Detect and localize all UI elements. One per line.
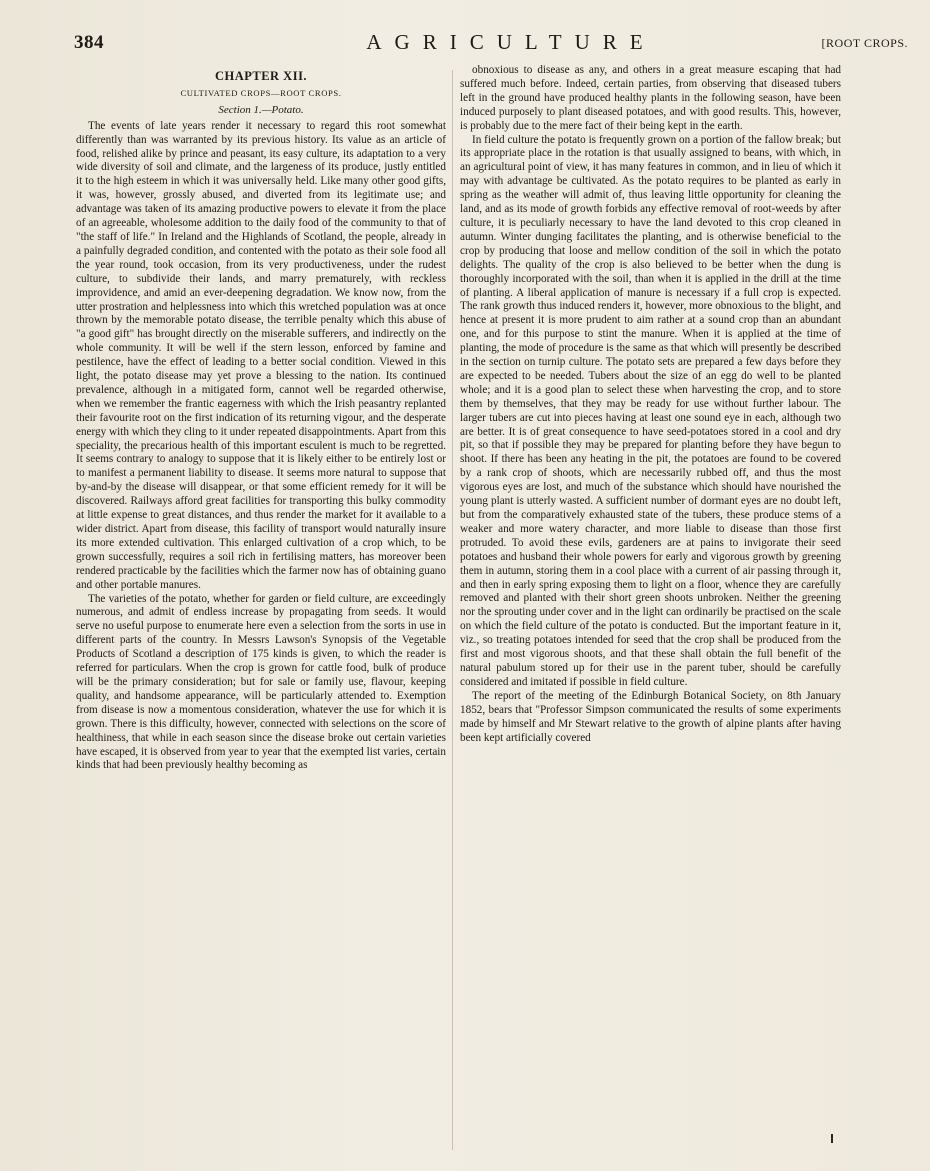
chapter-subtitle: CULTIVATED CROPS—ROOT CROPS.	[180, 87, 342, 98]
chapter-title: CHAPTER XII.	[214, 69, 308, 83]
paragraph: obnoxious to disease as any, and others in a great measure escaping that had suffered much before. Indeed, certain parties, from observing that diseased tubers left in the ground have produced healthy plants in the following season, have been induced purposely to plant diseased potatoes, and with good results. This, however, is probably due to the mere fact of their being kept in the earth.	[460, 64, 841, 132]
section-heading: Section 1.—Potato.	[218, 103, 304, 116]
right-column	[460, 64, 841, 745]
left-column	[76, 64, 446, 773]
paragraph: In field culture the potato is frequently grown on a portion of the fallow break; but its appropriate place in the rotation is that usually assigned to beans, with which, in an agricultural point of view, it has many features in common, and in lieu of which it may with advantage be cultivated. As the potato requires to be planted as early in spring as the weather will admit of, thus leaving little opportunity for cleaning the land, and as its mode of growth forbids any effective removal of root-weeds by after culture, it is peculiarly necessary to have the land devoted to this crop cleaned in autumn. Winter dunging facilitates the planting, and is otherwise beneficial to the crop by producing that loose and mellow condition of the soil in which the potato delights. The quality of the crop is also believed to be better when the dung is thoroughly incorporated with the soil, than when it is applied in the drill at the time of planting. A liberal application of manure is necessary if a full crop is expected. The rank growth thus induced renders it, however, more obnoxious to the blight, and hence at present it is more prudent to aim rather at a sound crop than an abundant one, and for this purpose to stint the manure. When it is applied at the time of planting, the mode of procedure is the same as that which will presently be described in the section on turnip culture. The potato sets are prepared a few days before they are expected to be needed. Tubers about the size of an egg do well to be planted whole; and it is a good plan to select these when harvesting the crop, and to store them by themselves, that they may be ready for use without further labour. The larger tubers are cut into pieces having at least one sound eye in each, although two are better. It is of great consequence to have seed-potatoes stored in a cool and dry pit, so that if possible they may be prepared for planting before they have begun to shoot. If there has been any heating in the pit, the potatoes are found to be covered by a rank crop of shoots, which are necessarily rubbed off, and thus the most vigorous eyes are lost, and much of the substance which should have nourished the young plant is utterly wasted. A sufficient number of dormant eyes are no doubt left, but from the comparatively exhausted state of the tubers, these produce stems of a weaker and more watery character, and more liable to disease than those first protruded. To avoid these evils, gardeners are at pains to invigorate their seed potatoes and husband their whole powers for early and vigorous growth by greening them in autumn, storing them in a cool place with a current of air passing through it, and then in early spring exposing them to light on a floor, whence they are carefully removed and planted with their short green shoots unbroken. Neither the greening nor the sprouting under cover and in the light can ordinarily be practised on the scale on which the field culture of the potato is conducted. But the important feature in it, viz., so treating potatoes intended for seed that the crop shall be produced from the first and most vigorous shoots, and that these shall obtain the full benefit of the natural pabulum stored up for their use in the parent tuber, should be carefully considered and imitated if possible in field culture.	[460, 133, 841, 688]
page-number: 384	[74, 32, 104, 53]
page-header	[74, 30, 908, 56]
paragraph: The varieties of the potato, whether for garden or field culture, are exceedingly numerous, and admit of endless increase by propagating from seeds. It would serve no useful purpose to enumerate here even a selection from the sorts in use in different parts of the country. In Messrs Lawson's Synopsis of the Vegetable Products of Scotland a description of 175 kinds is given, to which the reader is referred for particulars. When the crop is grown for cattle food, bulk of produce will be the primary consideration; but for sale or family use, flavour, keeping quality, and handsome appearance, will be particularly attended to. Exemption from disease is now a momentous consideration, whatever the use for which it is grown. There is this difficulty, however, connected with selections on the score of healthiness, that while in each season since the disease broke out certain varieties have escaped, it is observed from year to year that the exempted list varies, certain kinds that had been previously healthy becoming as	[76, 592, 446, 772]
section-tag: [ROOT CROPS.	[821, 36, 908, 50]
margin-mark	[831, 1134, 833, 1143]
paragraph: The report of the meeting of the Edinburgh Botanical Society, on 8th January 1852, bears that "Professor Simpson communicated the results of some experiments made by himself and Mr Stewart relative to the growth of alpine plants after having been kept artificially covered	[460, 689, 841, 744]
running-title: AGRICULTURE	[366, 30, 656, 54]
column-divider	[452, 70, 453, 1150]
paragraph: The events of late years render it necessary to regard this root somewhat differently than was warranted by its previous history. Its value as an article of food, relished alike by prince and peasant, its easy culture, its adaptation to a very wide diversity of soil and climate, and the largeness of its produce, justly entitled it to the high esteem in which it was universally held. Like many other good gifts, it was, however, grossly abused, and diverted from its legitimate use; and advantage was taken of its amazing productive powers to elevate it from the place of an agreeable, wholesome addition to the daily food of the community to that of "the staff of life." In Ireland and the Highlands of Scotland, the people, already in a painfully degraded condition, and contented with the potato as their sole food all the year round, took occasion, from its very productiveness, under the rudest culture, to subdivide their lands, and marry prematurely, with reckless improvidence, and amid an ever-deepening degradation. We know now, from the utter prostration and helplessness into which this wretched population was at once thrown by the memorable potato disease, the terrible penalty which this abuse of "a good gift" has brought directly on the miserable sufferers, and indirectly on the whole community. It will be well if the stern lesson, enforced by famine and pestilence, have the effect of leading to a better social condition. Viewed in this light, the potato disease may yet prove a blessing to the nation. Its continued prevalence, although in a mitigated form, cannot well be regarded otherwise, when we remember the frantic eagerness with which the Irish peasantry replanted their favourite root on the first indication of its returning vigour, and the desperate energy with which they cling to it under repeated disappointments. Apart from this speciality, the precarious health of this important esculent is much to be regretted. It seems contrary to analogy to suppose that it is likely either to be entirely lost or to manifest a permanent liability to disease. It seems more natural to suppose that by-and-by the disease will disappear, or that some efficient remedy for it will be discovered. Railways afford great facilities for transporting this bulky commodity at little expense to great distances, and thus render the market for it available to a wider district. Apart from disease, this facility of transport would naturally insure its more extended cultivation. This enlarged cultivation of a crop which, to be grown successfully, requires a soil rich in fertilising matters, has moreover been rendered practicable by the facilities which the farmer now has of obtaining guano and other portable manures.	[76, 119, 446, 591]
